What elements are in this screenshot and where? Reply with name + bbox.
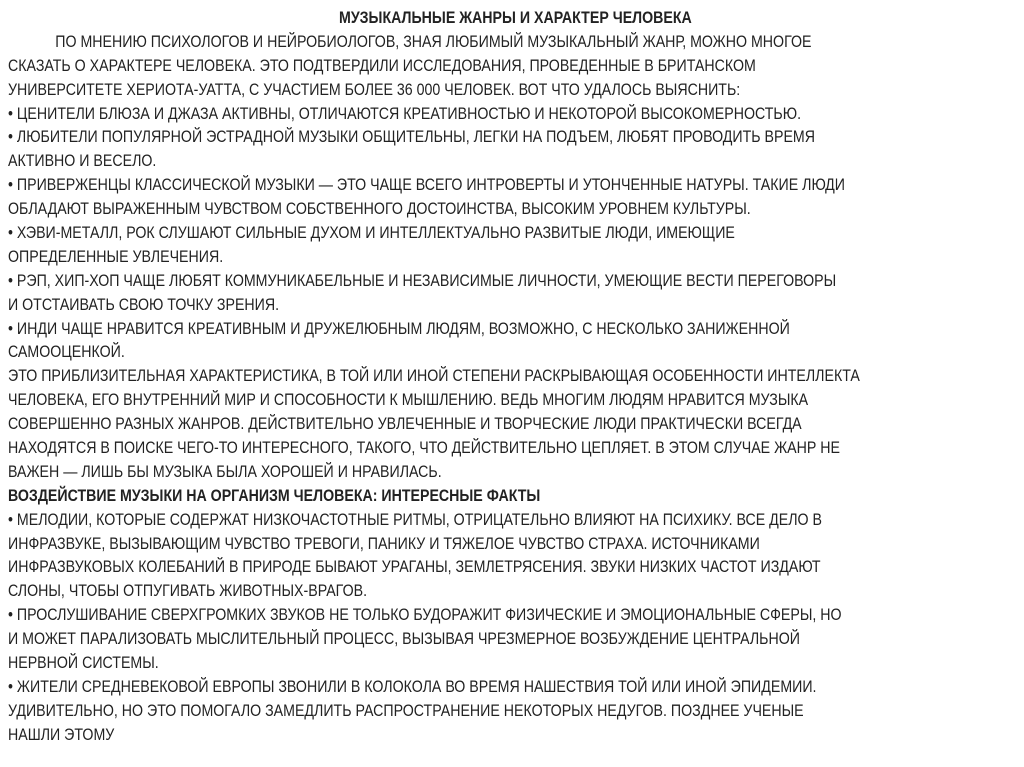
text-line: ВАЖЕН — ЛИШЬ БЫ МУЗЫКА БЫЛА ХОРОШЕЙ И НРАВИЛАСЬ. [8, 462, 442, 481]
text-line: ИНФРАЗВУКОВЫХ КОЛЕБАНИЙ В ПРИРОДЕ БЫВАЮТ УРАГАНЫ, ЗЕМЛЕТРЯСЕНИЯ. ЗВУКИ НИЗКИХ ЧАСТОТ ИЗДАЮТ [8, 558, 821, 577]
text-line: • МЕЛОДИИ, КОТОРЫЕ СОДЕРЖАТ НИЗКОЧАСТОТНЫЕ РИТМЫ, ОТРИЦАТЕЛЬНО ВЛИЯЮТ НА ПСИХИКУ. ВСЕ ДЕЛО В [8, 510, 822, 529]
text-line: ОБЛАДАЮТ ВЫРАЖЕННЫМ ЧУВСТВОМ СОБСТВЕННОГО ДОСТОИНСТВА, ВЫСОКИМ УРОВНЕМ КУЛЬТУРЫ. [8, 200, 751, 219]
text-line: • РЭП, ХИП-ХОП ЧАЩЕ ЛЮБЯТ КОММУНИКАБЕЛЬНЫЕ И НЕЗАВИСИМЫЕ ЛИЧНОСТИ, УМЕЮЩИЕ ВЕСТИ ПЕРЕГОВОРЫ [8, 271, 837, 290]
text-line: УДИВИТЕЛЬНО, НО ЭТО ПОМОГАЛО ЗАМЕДЛИТЬ РАСПРОСТРАНЕНИЕ НЕКОТОРЫХ НЕДУГОВ. ПОЗДНЕЕ УЧЕНЫЕ [8, 701, 804, 720]
text-line: • ИНДИ ЧАЩЕ НРАВИТСЯ КРЕАТИВНЫМ И ДРУЖЕЛЮБНЫМ ЛЮДЯМ, ВОЗМОЖНО, С НЕСКОЛЬКО ЗАНИЖЕННОЙ [8, 319, 790, 338]
text-line: ЧЕЛОВЕКА, ЕГО ВНУТРЕННИЙ МИР И СПОСОБНОСТИ К МЫШЛЕНИЮ. ВЕДЬ МНОГИМ ЛЮДЯМ НРАВИТСЯ МУЗЫКА [8, 391, 809, 410]
text-line: • ЦЕНИТЕЛИ БЛЮЗА И ДЖАЗА АКТИВНЫ, ОТЛИЧАЮТСЯ КРЕАТИВНОСТЬЮ И НЕКОТОРОЙ ВЫСОКОМЕРНОСТЬЮ. [8, 104, 802, 123]
text-line: • ЖИТЕЛИ СРЕДНЕВЕКОВОЙ ЕВРОПЫ ЗВОНИЛИ В КОЛОКОЛА ВО ВРЕМЯ НАШЕСТВИЯ ТОЙ ИЛИ ИНОЙ ЭПИДЕМИИ. [8, 677, 817, 696]
text-line: • ЛЮБИТЕЛИ ПОПУЛЯРНОЙ ЭСТРАДНОЙ МУЗЫКИ ОБЩИТЕЛЬНЫ, ЛЕГКИ НА ПОДЪЕМ, ЛЮБЯТ ПРОВОДИТЬ ВРЕМЯ [8, 128, 816, 147]
text-line: • ПРОСЛУШИВАНИЕ СВЕРХГРОМКИХ ЗВУКОВ НЕ ТОЛЬКО БУДОРАЖИТ ФИЗИЧЕСКИЕ И ЭМОЦИОНАЛЬНЫЕ СФЕРЫ, НО [8, 606, 842, 625]
text-line: И ОТСТАИВАТЬ СВОЮ ТОЧКУ ЗРЕНИЯ. [8, 295, 280, 314]
text-line: АКТИВНО И ВЕСЕЛО. [8, 152, 157, 171]
text-line: СКАЗАТЬ О ХАРАКТЕРЕ ЧЕЛОВЕКА. ЭТО ПОДТВЕРДИЛИ ИССЛЕДОВАНИЯ, ПРОВЕДЕННЫЕ В БРИТАНСКОМ [8, 56, 756, 75]
text-line: САМООЦЕНКОЙ. [8, 343, 125, 362]
text-line: СЛОНЫ, ЧТОБЫ ОТПУГИВАТЬ ЖИВОТНЫХ-ВРАГОВ. [8, 582, 368, 601]
text-line: • ПРИВЕРЖЕНЦЫ КЛАССИЧЕСКОЙ МУЗЫКИ — ЭТО ЧАЩЕ ВСЕГО ИНТРОВЕРТЫ И УТОНЧЕННЫЕ НАТУРЫ. ТАКИЕ ЛЮДИ [8, 176, 845, 195]
document-page [8, 7, 1023, 748]
text-line: НАХОДЯТСЯ В ПОИСКЕ ЧЕГО-ТО ИНТЕРЕСНОГО, ТАКОГО, ЧТО ДЕЙСТВИТЕЛЬНО ЦЕПЛЯЕТ. В ЭТОМ СЛУЧАЕ ЖАНР НЕ [8, 439, 841, 458]
text-line: НАШЛИ ЭТОМУ [8, 725, 115, 744]
text-line: И МОЖЕТ ПАРАЛИЗОВАТЬ МЫСЛИТЕЛЬНЫЙ ПРОЦЕСС, ВЫЗЫВАЯ ЧРЕЗМЕРНОЕ ВОЗБУЖДЕНИЕ ЦЕНТРАЛЬНОЙ [8, 630, 800, 649]
text-line: ОПРЕДЕЛЕННЫЕ УВЛЕЧЕНИЯ. [8, 247, 224, 266]
text-line: ИНФРАЗВУКЕ, ВЫЗЫВАЮЩИМ ЧУВСТВО ТРЕВОГИ, ПАНИКУ И ТЯЖЕЛОЕ ЧУВСТВО СТРАХА. ИСТОЧНИКАМИ [8, 534, 760, 553]
section-heading: ВОЗДЕЙСТВИЕ МУЗЫКИ НА ОРГАНИЗМ ЧЕЛОВЕКА: ИНТЕРЕСНЫЕ ФАКТЫ [8, 486, 541, 505]
document-title: МУЗЫКАЛЬНЫЕ ЖАНРЫ И ХАРАКТЕР ЧЕЛОВЕКА [339, 9, 692, 27]
text-line: УНИВЕРСИТЕТЕ ХЕРИОТА-УАТТА, С УЧАСТИЕМ БОЛЕЕ 36 000 ЧЕЛОВЕК. ВОТ ЧТО УДАЛОСЬ ВЫЯСНИТЬ: [8, 80, 741, 99]
text-line: • ХЭВИ-МЕТАЛЛ, РОК СЛУШАЮТ СИЛЬНЫЕ ДУХОМ И ИНТЕЛЛЕКТУАЛЬНО РАЗВИТЫЕ ЛЮДИ, ИМЕЮЩИЕ [8, 224, 735, 243]
text-line: СОВЕРШЕННО РАЗНЫХ ЖАНРОВ. ДЕЙСТВИТЕЛЬНО УВЛЕЧЕННЫЕ И ТВОРЧЕСКИЕ ЛЮДИ ПРАКТИЧЕСКИ ВСЕГДА [8, 415, 802, 434]
text-line: ПО МНЕНИЮ ПСИХОЛОГОВ И НЕЙРОБИОЛОГОВ, ЗНАЯ ЛЮБИМЫЙ МУЗЫКАЛЬНЫЙ ЖАНР, МОЖНО МНОГОЕ [55, 32, 812, 51]
text-line: ЭТО ПРИБЛИЗИТЕЛЬНАЯ ХАРАКТЕРИСТИКА, В ТОЙ ИЛИ ИНОЙ СТЕПЕНИ РАСКРЫВАЮЩАЯ ОСОБЕННОСТИ ИНТЕЛЛЕКТА [8, 367, 860, 386]
text-line: НЕРВНОЙ СИСТЕМЫ. [8, 654, 159, 673]
